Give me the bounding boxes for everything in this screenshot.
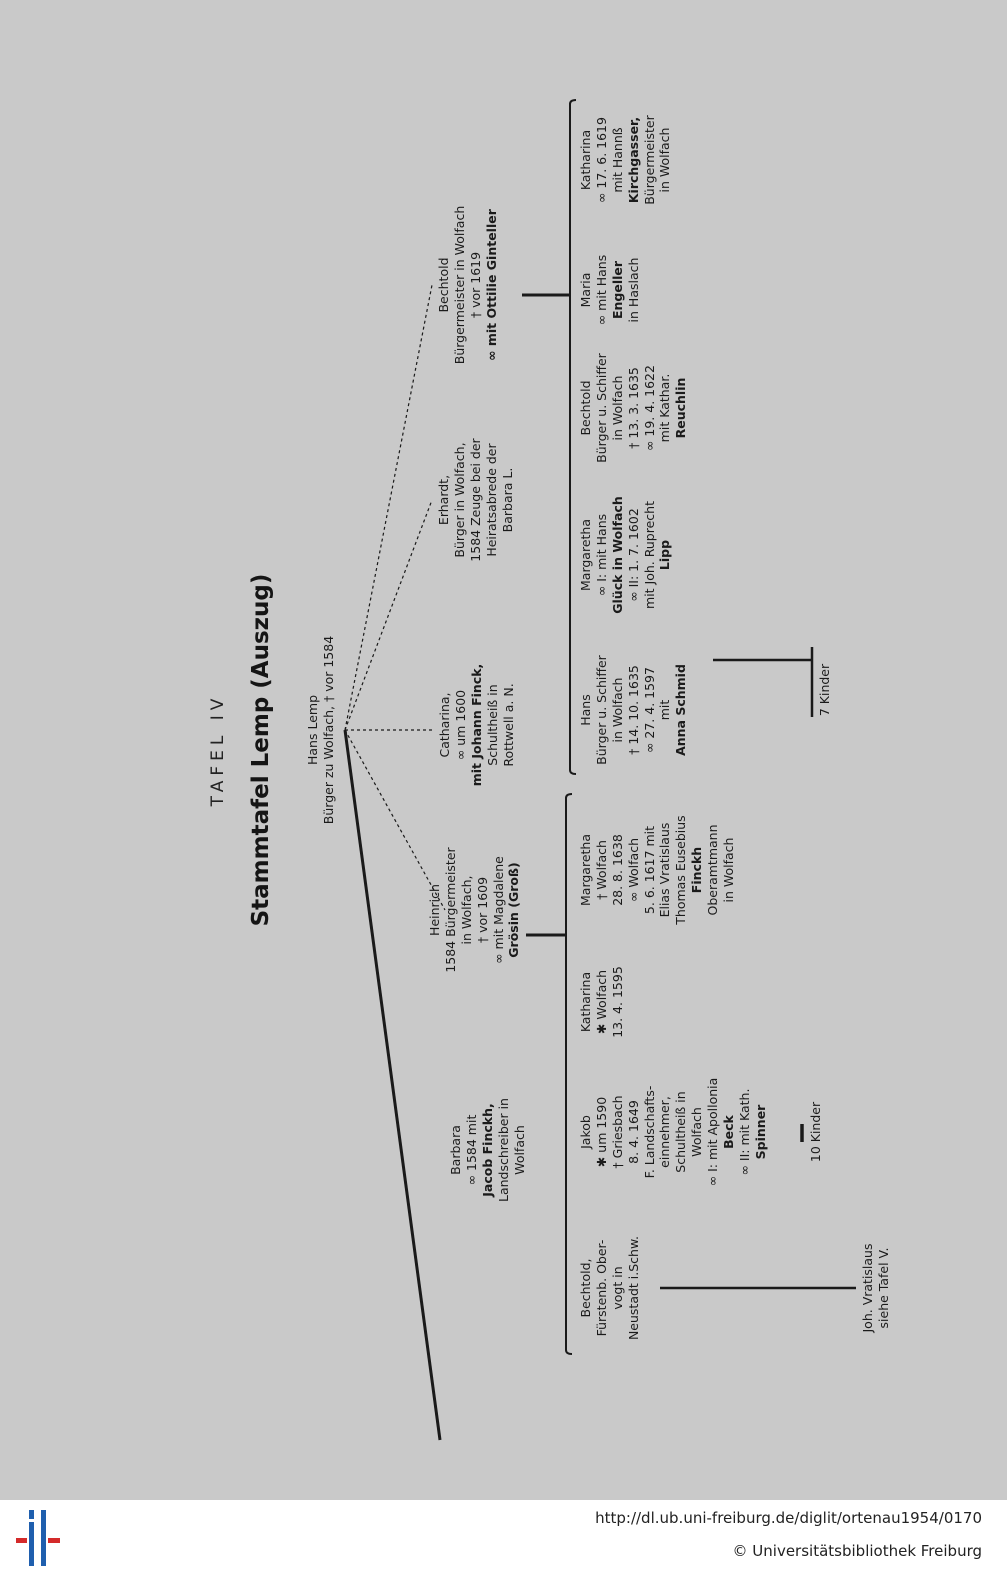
entry-line: 28. 8. 1638: [609, 834, 625, 906]
entry-line: Wolfach: [511, 1125, 527, 1175]
person-heinrich: [427, 825, 522, 995]
entry-line: Bürgermeister: [641, 115, 657, 205]
entry-line: ✱ um 1590: [593, 1096, 609, 1168]
entry-line: Bechtold: [436, 257, 451, 313]
entry-line: ∞ Wolfach: [625, 838, 641, 902]
entry-line: ∞ um 1600: [452, 689, 468, 761]
entry-line: Wolfach: [689, 1107, 705, 1157]
entry-line: Bürger u. Schiffer: [593, 655, 609, 765]
entry-line: Heiratsabrede der: [483, 443, 499, 557]
plate-number: TAFEL IV: [208, 693, 228, 807]
entry-line: F. Landschafts-: [641, 1085, 657, 1179]
entry-line: Maria: [578, 272, 593, 308]
entry-line: ∞ I: mit Apollonia: [705, 1077, 720, 1187]
entry-line: Barbara L.: [499, 467, 515, 533]
entry-line: in Wolfach: [609, 375, 625, 441]
joh-reference: siehe Tafel V.: [875, 1247, 891, 1329]
entry-line: Reuchlin: [673, 377, 689, 439]
entry-line: Landschreiber in: [495, 1098, 511, 1202]
entry-line: vogt in: [609, 1266, 625, 1310]
entry-line: ∞ mit Ottilie Ginteller: [483, 209, 499, 361]
entry-line: † vor 1609: [474, 876, 490, 944]
person-margaretha-finckh: [578, 805, 737, 935]
entry-line: Finckh: [689, 846, 705, 894]
entry-line: ∞ 19. 4. 1622: [641, 365, 657, 451]
entry-line: Glück in Wolfach: [609, 496, 625, 614]
entry-line: ∞ 27. 4. 1597: [641, 667, 657, 753]
entry-line: Spinner: [752, 1104, 768, 1160]
entry-line: † Griesbach: [609, 1095, 625, 1169]
entry-line: Engeller: [609, 260, 625, 320]
person-bechtold-obervogt: [578, 1223, 642, 1353]
person-katharina-kirchgasser: [578, 95, 673, 225]
entry-line: in Wolfach: [720, 837, 736, 903]
entry-line: mit: [657, 699, 673, 721]
root-name: Hans Lemp: [305, 695, 320, 766]
entry-line: Schultheiß in: [484, 684, 500, 766]
entry-line: Barbara: [448, 1125, 463, 1175]
entry-line: Anna Schmid: [673, 664, 689, 756]
entry-line: mit Joh. Ruprecht: [641, 501, 657, 609]
entry-line: Heinrich: [427, 884, 442, 936]
entry-line: mit Kathar.: [657, 373, 673, 443]
ub-freiburg-logo-icon: [14, 1508, 62, 1568]
entry-line: Schultheiß in: [673, 1091, 689, 1173]
entry-line: Fürstenb. Ober-: [593, 1239, 609, 1337]
entry-line: Elias Vratislaus: [657, 822, 673, 918]
entry-line: Hans: [578, 694, 593, 726]
person-hans-schiffer: [578, 645, 689, 775]
entry-line: Bürger u. Schiffer: [593, 353, 609, 463]
entry-line: † 13. 3. 1635: [625, 367, 641, 449]
entry-line: Jakob: [578, 1115, 593, 1149]
entry-line: ∞ 1584 mit: [463, 1114, 479, 1186]
page-footer: [0, 1500, 1007, 1576]
person-katharina-1595: [578, 952, 626, 1052]
entry-line: Kirchgasser,: [625, 116, 641, 204]
person-jakob: [578, 1072, 769, 1192]
entry-line: in Wolfach,: [458, 875, 474, 945]
entry-line: mit Johann Finck,: [468, 663, 484, 787]
entry-line: Rottwell a. N.: [500, 683, 516, 767]
entry-line: 8. 4. 1649: [625, 1100, 641, 1164]
entry-line: Grösin (Groß): [506, 862, 522, 958]
entry-line: in Haslach: [625, 257, 641, 323]
entry-line: in Wolfach: [657, 127, 673, 193]
copyright-notice: © Universitätsbibliothek Freiburg: [732, 1542, 982, 1560]
entry-line: einnehmer,: [657, 1096, 673, 1168]
entry-line: Thomas Eusebius: [673, 815, 689, 925]
entry-line: Katharina: [578, 971, 593, 1033]
entry-line: Bechtold,: [578, 1258, 593, 1318]
entry-line: † 14. 10. 1635: [625, 665, 641, 755]
joh-vratislaus-note: [860, 1223, 892, 1353]
person-erhardt: [436, 415, 515, 585]
person-barbara: [448, 1080, 527, 1220]
entry-line: Oberamtmann: [705, 824, 720, 916]
entry-line: Katharina: [578, 129, 593, 191]
entry-line: Erhardt,: [436, 474, 451, 526]
entry-line: Neustadt i.Schw.: [625, 1235, 641, 1341]
person-catharina: [437, 650, 516, 800]
entry-line: 13. 4. 1595: [609, 966, 625, 1038]
entry-line: 1584 Zeuge bei der: [467, 438, 483, 562]
entry-line: Bürger in Wolfach,: [451, 442, 467, 558]
entry-line: ∞ I: mit Hans: [593, 513, 609, 597]
jakob-children-count: 10 Kinder: [808, 1101, 823, 1163]
hans-children-count: 7 Kinder: [817, 663, 832, 717]
entry-line: Bechtold: [578, 380, 593, 436]
joh-name: Joh. Vratislaus: [860, 1243, 875, 1333]
entry-line: mit Hannß: [609, 127, 625, 193]
entry-line: † Wolfach: [593, 840, 609, 900]
entry-line: ∞ mit Hans: [593, 254, 609, 326]
entry-line: 5. 6. 1617 mit: [641, 825, 657, 915]
entry-line: ∞ 17. 6. 1619: [593, 117, 609, 203]
source-url-link[interactable]: http://dl.ub.uni-freiburg.de/diglit/ortenau1954/0170: [595, 1509, 982, 1527]
person-bechtold-buergermeister: [436, 185, 500, 385]
entry-line: in Wolfach: [609, 677, 625, 743]
entry-line: Margaretha: [578, 834, 593, 906]
entry-line: Catharina,: [437, 692, 452, 758]
entry-line: ∞ mit Magdalene: [490, 856, 506, 964]
person-maria-engeller: [578, 235, 642, 345]
entry-line: Jacob Finckh,: [479, 1103, 495, 1197]
entry-line: 1584 Bürgermeister: [442, 847, 458, 973]
entry-line: Bürgermeister in Wolfach: [451, 205, 467, 365]
entry-line: ∞ II: 1. 7. 1602: [625, 508, 641, 602]
entry-line: Beck: [720, 1115, 736, 1149]
entry-line: Lipp: [657, 539, 673, 571]
person-margaretha-glueck: [578, 490, 673, 620]
entry-line: Margaretha: [578, 519, 593, 591]
person-bechtold-schiffer: [578, 343, 689, 473]
entry-line: † vor 1619: [467, 251, 483, 319]
page-title: Stammtafel Lemp (Auszug): [248, 573, 274, 927]
entry-line: ∞ II: mit Kath.: [736, 1088, 752, 1176]
entry-line: ✱ Wolfach: [593, 969, 609, 1035]
root-person-hans-lemp: [305, 580, 337, 880]
root-description: Bürger zu Wolfach, † vor 1584: [320, 635, 336, 825]
